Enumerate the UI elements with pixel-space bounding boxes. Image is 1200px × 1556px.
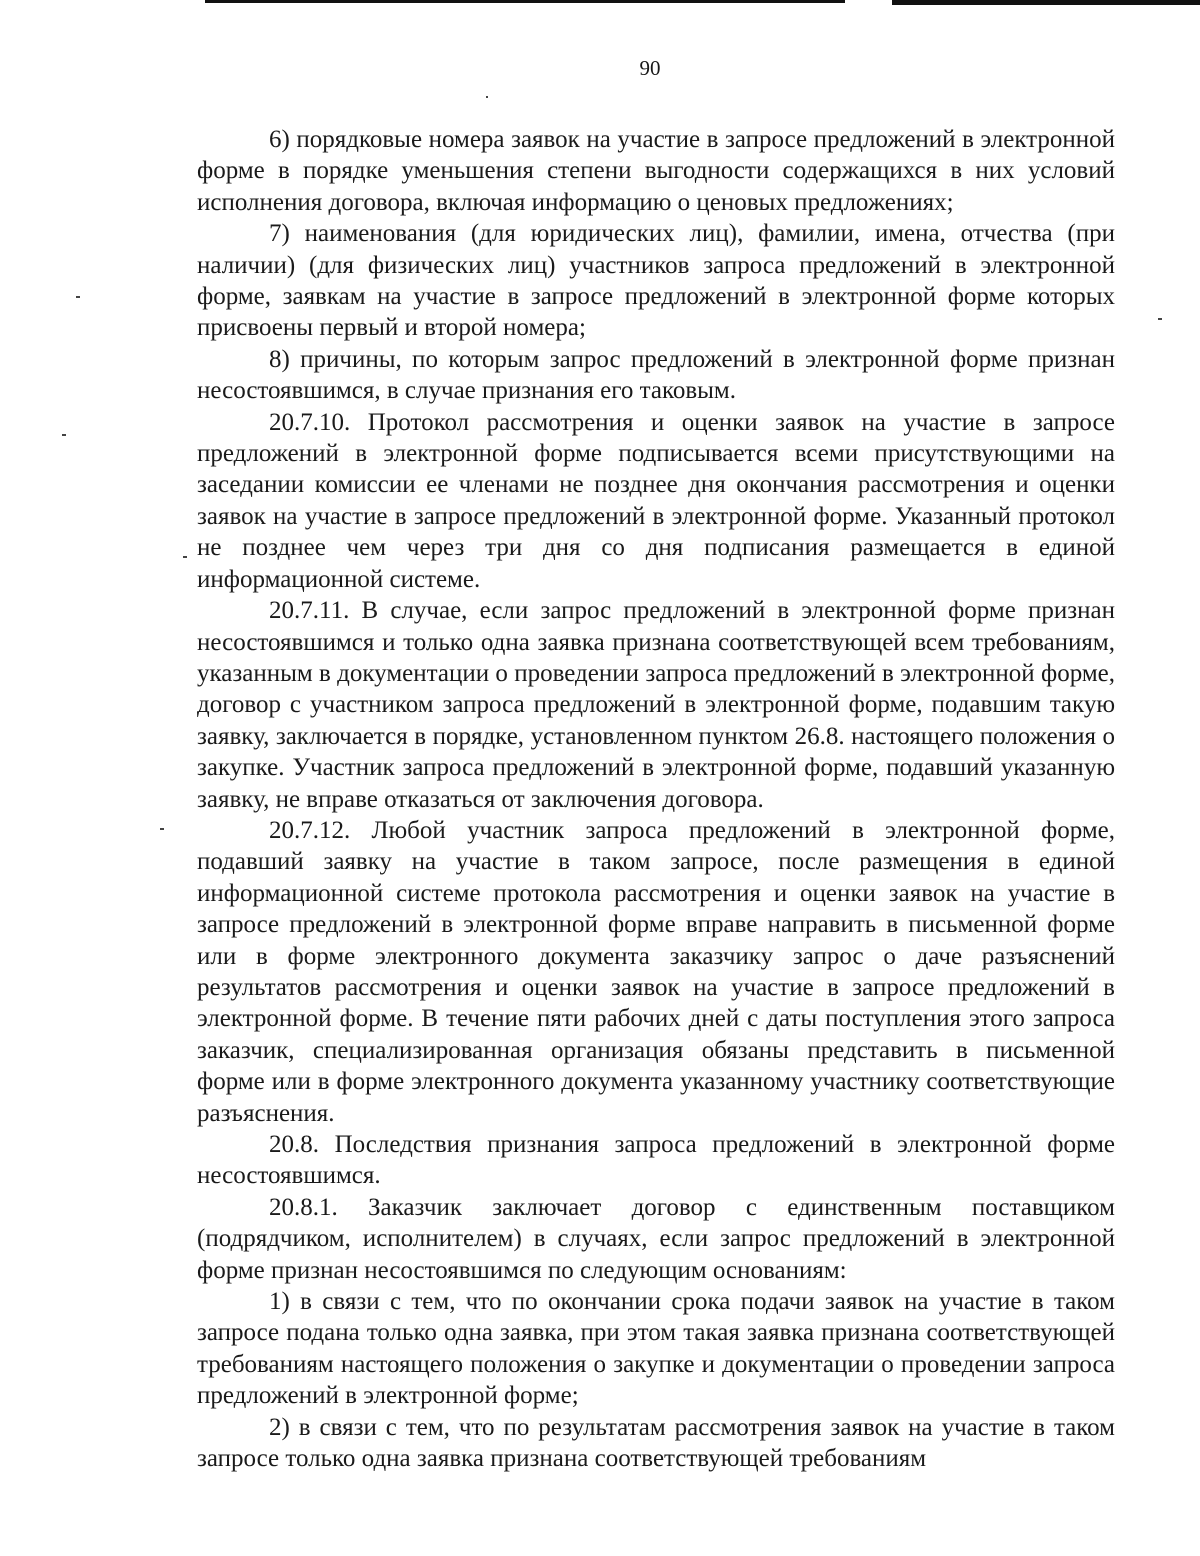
page-number: 90 bbox=[639, 56, 661, 80]
paragraph-item-2: 2) в связи с тем, что по результатам рассмотрения заявок на участие в таком запросе только одна заявка признана соответствующей требованиям bbox=[197, 1413, 1115, 1473]
scan-speck bbox=[486, 96, 488, 98]
scan-speck bbox=[62, 434, 66, 436]
paragraph-20-8-1: 20.8.1. Заказчик заключает договор с единственным поставщиком (подрядчиком, исполнителем) в случаях, если запрос предложений в электронной форме признан несостоявшимся по следующим основаниям: bbox=[197, 1193, 1115, 1284]
paragraph-item-7: 7) наименования (для юридических лиц), фамилии, имена, отчества (при наличии) (для физических лиц) участников запроса предложений в электронной форме, заявкам на участие в запросе предложений в электронной форме которых присвоены первый и второй номера; bbox=[197, 220, 1115, 342]
scan-speck bbox=[1158, 318, 1162, 320]
scan-speck bbox=[76, 296, 80, 298]
paragraph-20-8: 20.8. Последствия признания запроса предложений в электронной форме несостоявшимся. bbox=[197, 1131, 1115, 1190]
paragraph-20-7-10: 20.7.10. Протокол рассмотрения и оценки заявок на участие в запросе предложений в электронной форме подписывается всеми присутствующими на заседании комиссии ее членами не позднее дня окончания рассмотрения и оценки заявок на участие в запросе предложений в электронной форме. Указанный протокол не позднее чем через три дня со дня подписания размещается в единой информационной системе. bbox=[197, 408, 1115, 593]
scan-edge-left bbox=[205, 0, 845, 3]
paragraph-item-1: 1) в связи с тем, что по окончании срока подачи заявок на участие в таком запросе подана только одна заявка, при этом такая заявка признана соответствующей требованиям настоящего положения о закупке и документации о проведении запроса предложений в электронной форме; bbox=[197, 1288, 1115, 1410]
document-body bbox=[197, 124, 1115, 1474]
scan-speck bbox=[160, 828, 164, 830]
paragraph-item-6: 6) порядковые номера заявок на участие в запросе предложений в электронной форме в порядке уменьшения степени выгодности содержащихся в них условий исполнения договора, включая информацию о ценовых предложениях; bbox=[197, 126, 1115, 216]
paragraph-20-7-11: 20.7.11. В случае, если запрос предложений в электронной форме признан несостоявшимся и только одна заявка признана соответствующей всем требованиям, указанным в документации о проведении запроса предложений в электронной форме, договор с участником запроса предложений в электронной форме, подавшим такую заявку, заключается в порядке, установленном пунктом 26.8. настоящего положения о закупке. Участник запроса предложений в электронной форме, подавший указанную заявку, не вправе отказаться от заключения договора. bbox=[197, 597, 1115, 813]
scan-speck bbox=[183, 556, 187, 558]
scan-edge-right bbox=[892, 0, 1200, 5]
paragraph-item-8: 8) причины, по которым запрос предложений в электронной форме признан несостоявшимся, в случае признания его таковым. bbox=[197, 345, 1115, 405]
paragraph-20-7-12: 20.7.12. Любой участник запроса предложений в электронной форме, подавший заявку на участие в таком запросе, после размещения в единой информационной системе протокола рассмотрения и оценки заявок на участие в запросе предложений в электронной форме вправе направить в письменной форме или в форме электронного документа заказчику запрос о даче разъяснений результатов рассмотрения и оценки заявок на участие в запросе предложений в электронной форме. В течение пяти рабочих дней с даты поступления этого запроса заказчик, специализированная организация обязаны представить в письменной форме или в форме электронного документа указанному участнику соответствующие разъяснения. bbox=[197, 816, 1115, 1127]
